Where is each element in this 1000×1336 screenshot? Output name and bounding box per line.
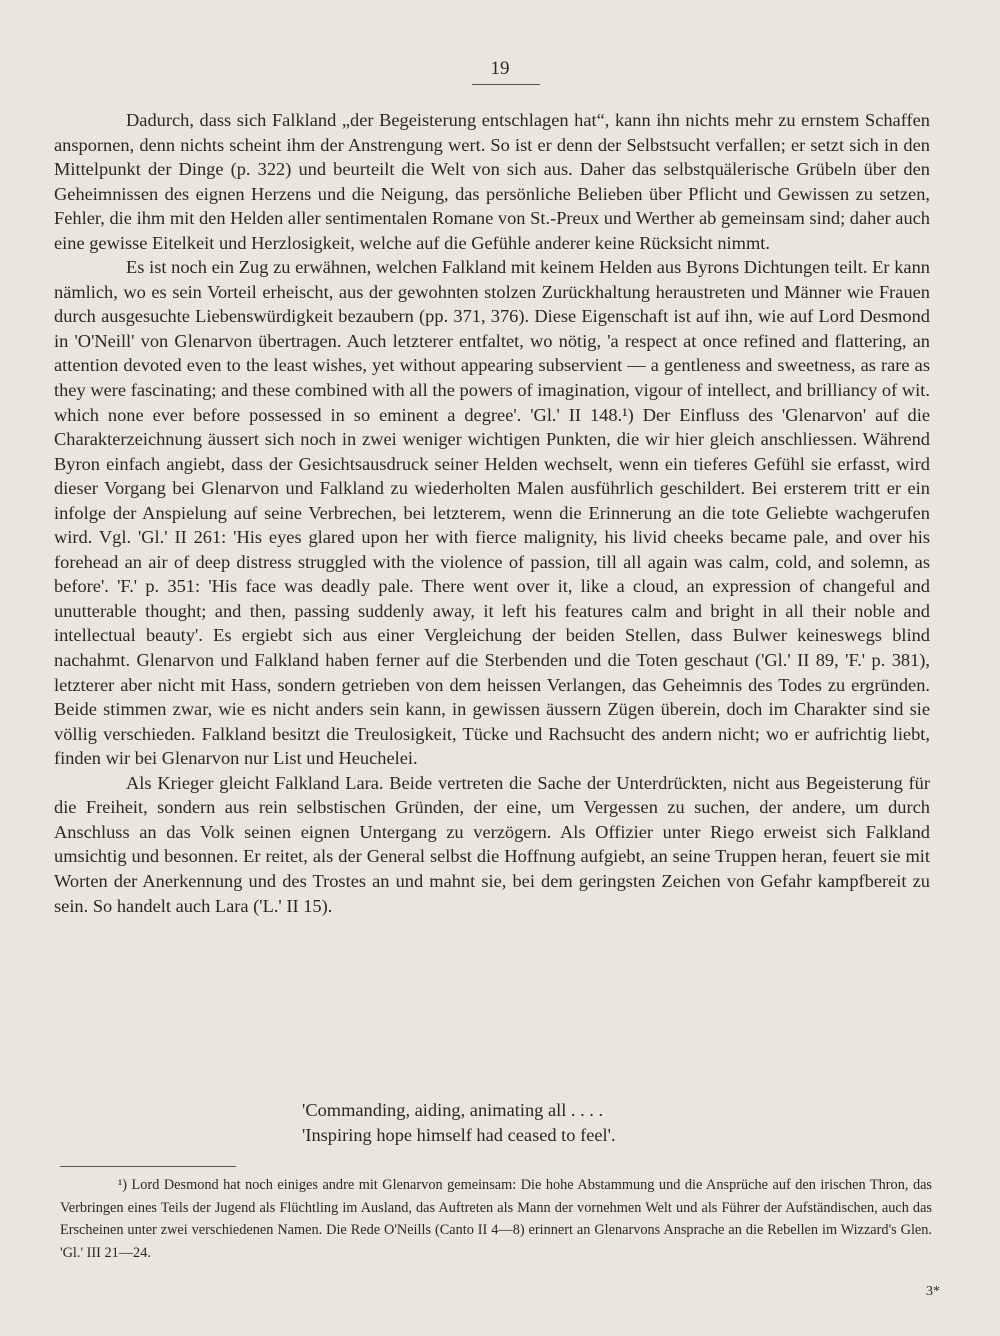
paragraph-3: Als Krieger gleicht Falkland Lara. Beide vertreten die Sache der Unterdrückten, nicht aus Begeisterung für die Freiheit, sondern aus rein selbstischen Gründen, der eine, um Vergessen zu suchen, der andere, um durch Anschluss an das Volk seinen eignen Untergang zu verzögern. Als Offizier unter Riego erweist sich Falkland umsichtig und besonnen. Er reitet, als der General selbst die Hoffnung aufgiebt, an seine Truppen heran, feuert sie mit Worten der Anerkennung und des Trostes an und mahnt sie, bei dem geringsten Zeichen von Gefahr kampfbereit zu sein. So handelt auch Lara ('L.' II 15).	[54, 772, 930, 916]
footnote-rule	[60, 1166, 236, 1167]
verse-line-2: 'Inspiring hope himself had ceased to feel'.	[302, 1124, 616, 1145]
verse-line-1: 'Commanding, aiding, animating all . . . .	[302, 1100, 604, 1120]
paragraph-1: Dadurch, dass sich Falkland „der Begeisterung entschlagen hat“, kann ihn nichts mehr zu ernstem Schaffen anspornen, denn nichts scheint ihm der Anstrengung wert. So ist er denn der Selbstsucht verfallen; er setzt sich in den Mittelpunkt der Dinge (p. 322) und beurteilt die Welt von sich aus. Daher das selbstquälerische Grübeln über den Geheimnissen des eignen Herzens und die Neigung, das persönliche Belieben über Pflicht und Gewissen zu setzen, Fehler, die ihm mit den Helden aller sentimentalen Romane von St.-Preux und Werther ab gemeinsam sind; daher auch eine gewisse Eitelkeit und Herzlosigkeit, welche auf die Gefühle anderer keine Rücksicht nimmt.	[54, 110, 930, 253]
footnote	[60, 1174, 932, 1264]
main-text	[54, 108, 930, 918]
footnote-text: ¹) Lord Desmond hat noch einiges andre mit Glenarvon gemeinsam: Die hohe Abstammung und die Ansprüche auf den irischen Thron, das Verbringen eines Teils der Jugend als Flüchtling im Ausland, das Auftreten als Mann der vornehmen Welt und als Führer der Aufständischen, auch das Erscheinen unter zwei verschiedenen Namen. Die Rede O'Neills (Canto II 4—8) erinnert an Glenarvons Ansprache an die Rebellen im Wizzard's Glen. 'Gl.' III 21—24.	[60, 1177, 932, 1261]
page-number-rule	[472, 84, 540, 85]
sheet-signature: 3*	[926, 1284, 940, 1299]
verse-quote	[302, 1098, 802, 1147]
page-number: 19	[490, 58, 510, 79]
paragraph-2: Es ist noch ein Zug zu erwähnen, welchen Falkland mit keinem Helden aus Byrons Dichtungen teilt. Er kann nämlich, wo es sein Vorteil erheischt, aus der gewohnten stolzen Zurückhaltung heraustreten und Männer wie Frauen durch ausgesuchte Liebenswürdigkeit bezaubern (pp. 371, 376). Diese Eigenschaft ist auf ihn, wie auf Lord Desmond in 'O'Neill' von Glenarvon übertragen. Auch letzterer entfaltet, wo nötig, 'a respect at once refined and flattering, an attention devoted even to the least wishes, yet without appearing subservient — a gentleness and sweetness, as rare as they were fascinating; and these combined with all the powers of imagination, vigour of intellect, and brilliancy of wit. which none ever before possessed in so eminent a degree'. 'Gl.' II 148.¹) Der Einfluss des 'Glenarvon' auf die Charakterzeichnung äussert sich noch in zwei weniger wichtigen Punkten, die wir hier gleich anschliessen. Während Byron einfach angiebt, dass der Gesichtsausdruck seiner Helden wechselt, wenn ein tieferes Gefühl sie erfasst, wird dieser Vorgang bei Glenarvon und Falkland zu wiederholten Malen ausführlich geschildert. Bei ersterem tritt er ein infolge der Anspielung auf seine Verbrechen, bei letzterem, wenn die Erinnerung an die tote Geliebte wachgerufen wird. Vgl. 'Gl.' II 261: 'His eyes glared upon her with fierce malignity, his livid cheeks became pale, and over his forehead an air of deep distress struggled with the violence of passion, till all again was calm, cold, and solemn, as before'. 'F.' p. 351: 'His face was deadly pale. There went over it, like a cloud, an expression of changeful and unutterable thought; and then, passing suddenly away, it left his features calm and bright in all their noble and intellectual beauty'. Es ergiebt sich aus einer Vergleichung der beiden Stellen, dass Bulwer keineswegs blind nachahmt. Glenarvon und Falkland haben ferner auf die Sterbenden und die Toten geschaut ('Gl.' II 89, 'F.' p. 381), letzterer aber nicht mit Hass, sondern getrieben von dem heissen Verlangen, das Geheimnis des Todes zu ergründen. Beide stimmen zwar, wie es nicht anders sein kann, in gewissen äussern Zügen überein, doch im Charakter sind sie völlig verschieden. Falkland besitzt die Treulosigkeit, Tücke und Rachsucht des andern nicht; wo er aufrichtig liebt, finden wir bei Glenarvon nur List und Heuchelei.	[54, 257, 930, 769]
